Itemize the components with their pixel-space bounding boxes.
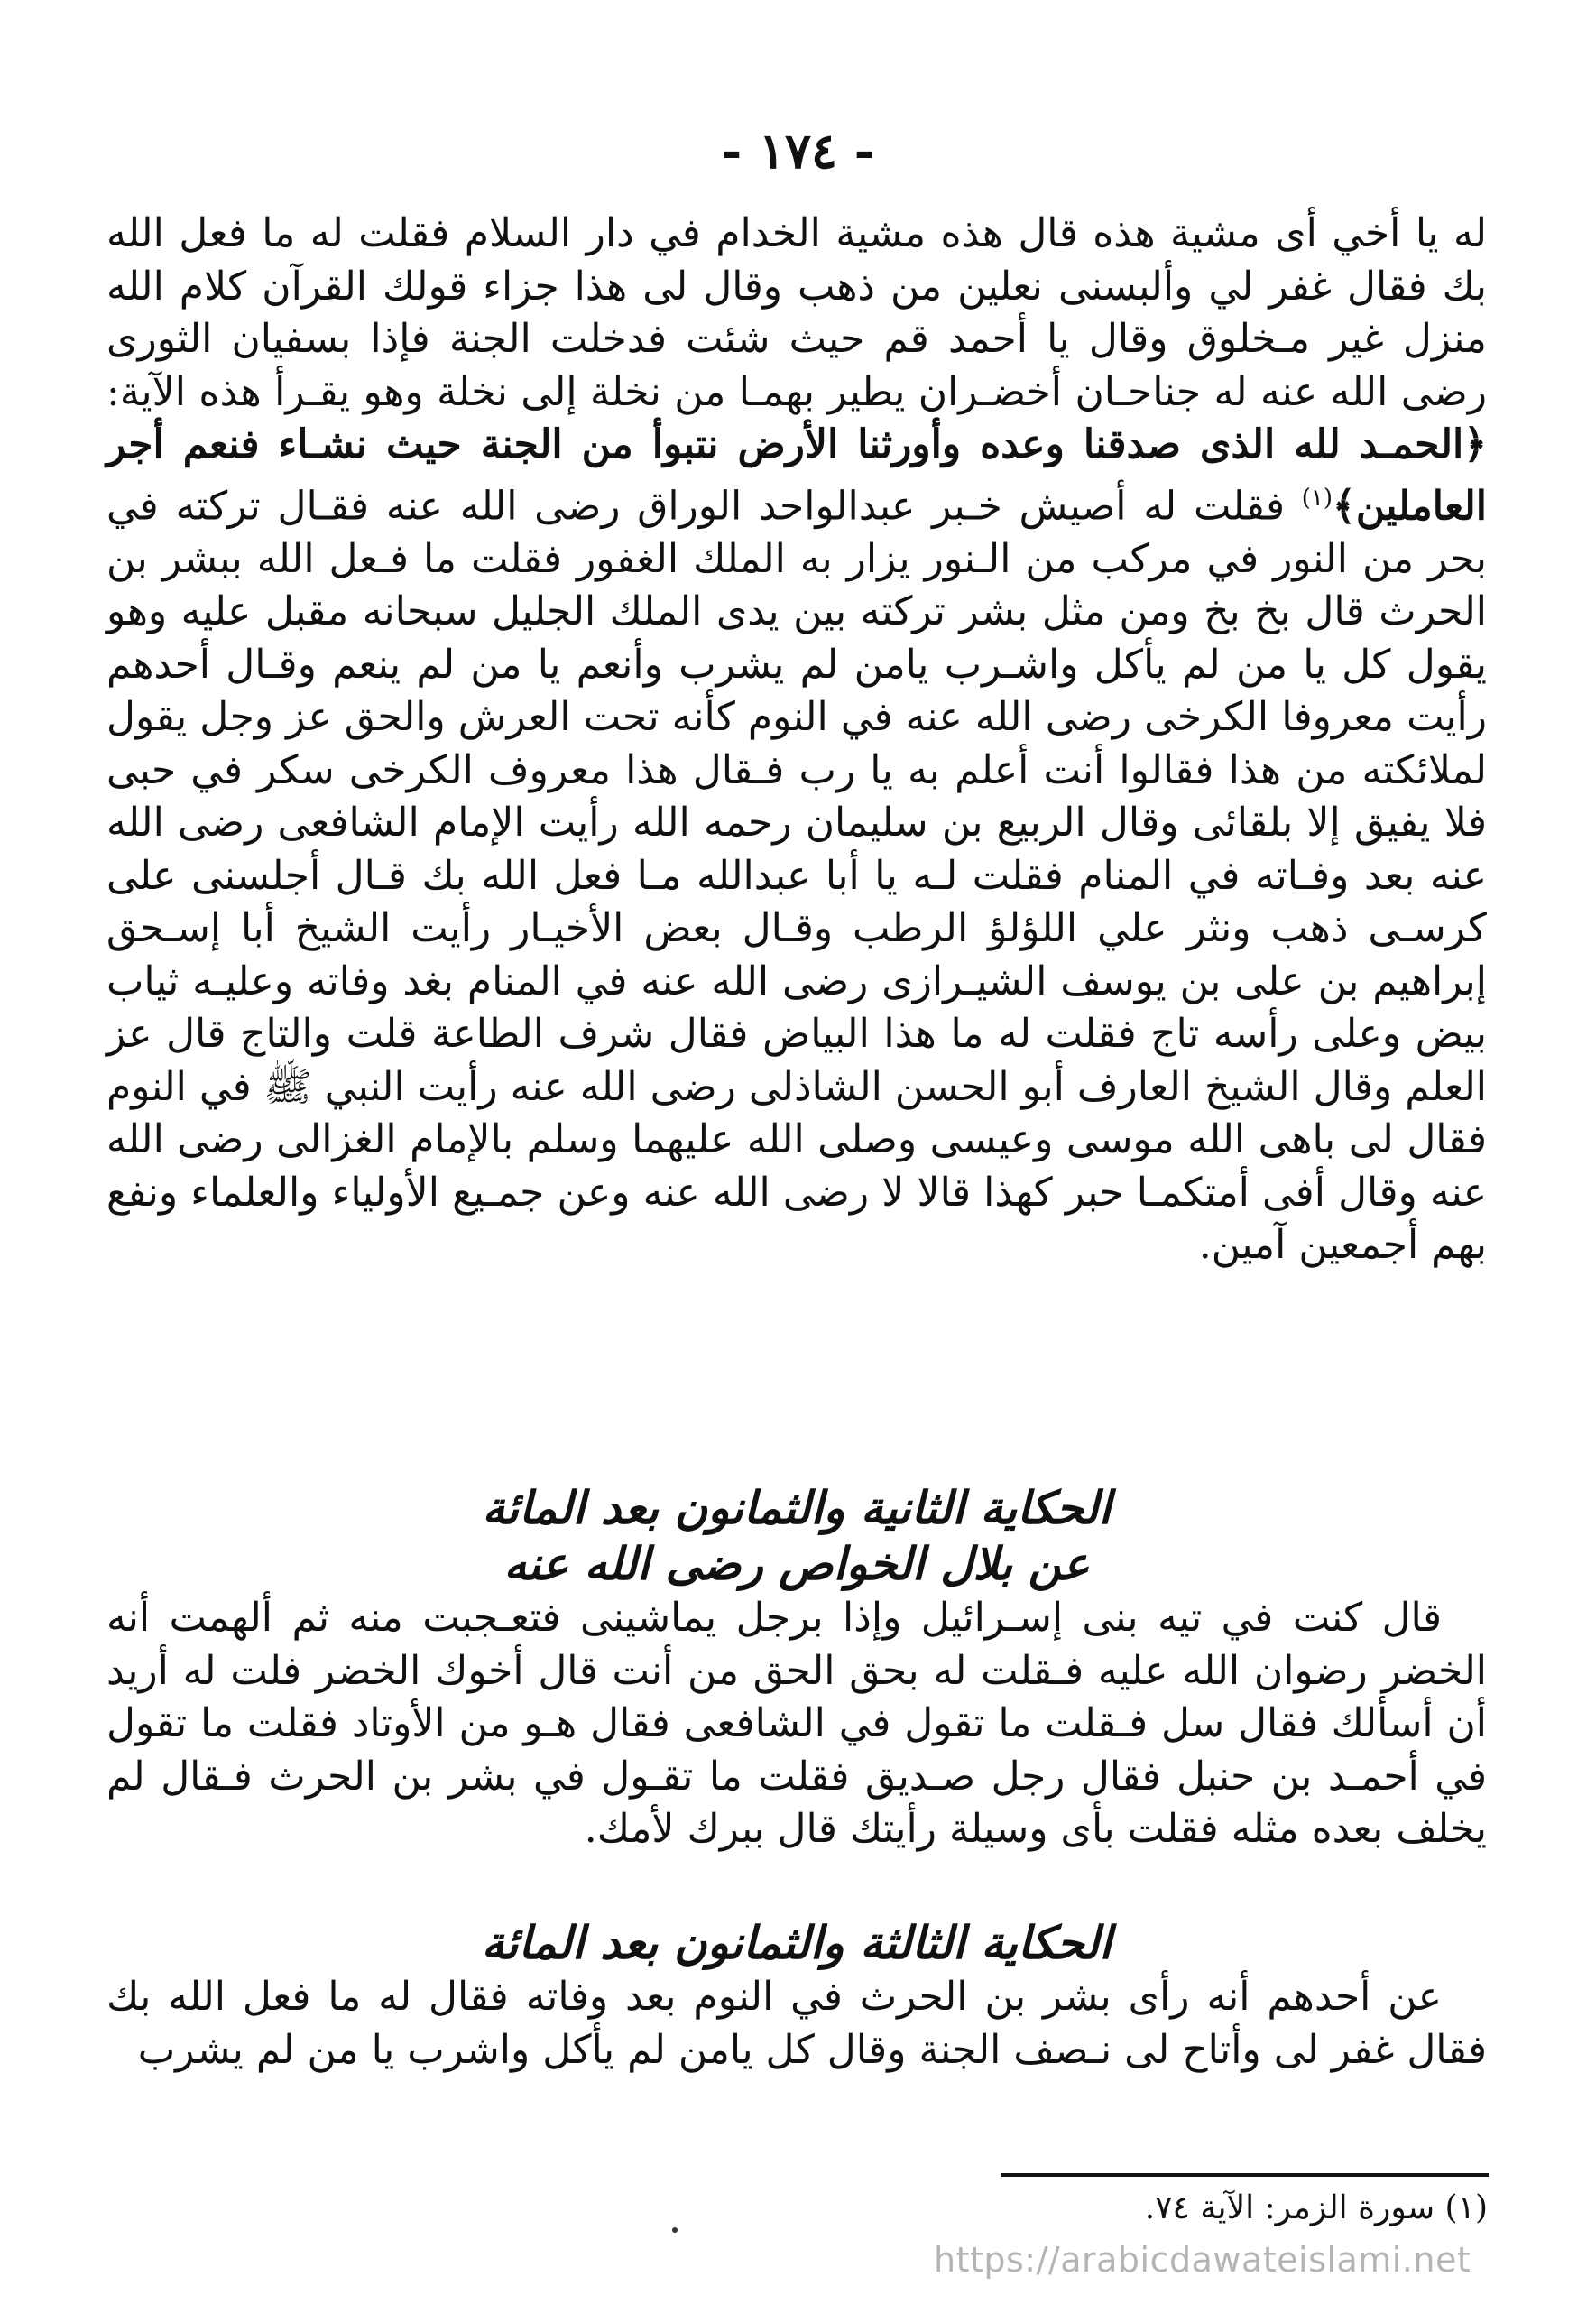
dot-mark [672,2227,678,2233]
story-183-section [106,1915,1487,2077]
watermark-url: https://arabicdawateislami.net [934,2240,1471,2280]
opening-text-continued: فقلت له أصيش خـبر عبدالواحد الوراق رضى الله عنه فقـال تركته في بحر من النور في مركب من الـنور يزار به الملك الغفور فقلت ما فـعل الله ببشر بن الحرث قال بخ بخ ومن مثل بشر تركته بين يدى الملك الجليل سبحانه مقبل عليه وهو يقول كل يا من لم يأكل واشـرب يامن لم يشرب وأنعم يا من لم ينعم وقـال أحدهم رأيت معروفا الكرخى رضى الله عنه في النوم كأنه تحت العرش والحق عز وجل يقول لملائكته من هذا فقالوا أنت أعلم به يا رب فـقال هذا معروف الكرخى سكر في حبى فلا يفيق إلا بلقائى وقال الربيع بن سليمان رحمه الله رأيت الإمام الشافعى رضى الله عنه بعد وفـاته في المنام فقلت لـه يا أبا عبدالله مـا فعل الله بك قـال أجلسنى على كرسـى ذهب ونثر علي اللؤلؤ الرطب وقـال بعض الأخيـار رأيت الشيخ أبا إسـحق إبراهيم بن على بن يوسف الشيـرازى رضى الله عنه في المنام بغد وفاته وعليـه ثياب بيض وعلى رأسه تاج فقلت له ما هذا البياض فقال شرف الطاعة قلت والتاج قال عز العلم وقال الشيخ العارف أبو الحسن الشاذلى رضى الله عنه رأيت النبي ﷺ في النوم فقال لى باهى الله موسى وعيسى وصلى الله عليهما وسلم بالإمام الغزالى رضى الله عنه وقال أفى أمتكمـا حبر كهذا قالا لا رضى الله عنه وعن جمـيع الأولياء والعلماء ونفع بهم أجمعين آمين. [106,483,1487,1269]
story-182-heading-line1: الحكاية الثانية والثمانون بعد المائة [482,1482,1112,1534]
quran-verse: ﴿الحمـد لله الذى صدقنا وعده وأورثنا الأرض نتبوأ من الجنة حيث نشـاء فنعم أجر العاملين﴾ [106,421,1487,530]
footnote-reference: (١) [1301,484,1333,512]
opening-paragraph [106,208,1487,1273]
page-number: - ١٧٤ - [721,122,875,180]
opening-section [106,208,1487,1273]
opening-text: له يا أخي أى مشية هذه قال هذه مشية الخدام في دار السلام فقلت له ما فعل الله بك فقال غفر لي وألبسنى نعلين من ذهب وقال لى هذا جزاء قولك القرآن كلام الله منزل غير مـخلوق وقال يا أحمد قم حيث شئت فدخلت الجنة فإذا بسفيان الثورى رضى الله عنه له جناحـان أخضـران يطير بهمـا من نخلة إلى نخلة وهو يقـرأ هذه الآية: [106,210,1488,415]
story-182-heading-line2: عن بلال الخواص رضى الله عنه [503,1538,1090,1590]
story-183-paragraph: عن أحدهم أنه رأى بشر بن الحرث في النوم بعد وفاته فقال له ما فعل الله بك فقال غفر لى وأتاح لى نـصف الجنة وقال كل يامن لم يأكل واشرب يا من لم يشرب [106,1974,1487,2073]
footnote-divider [1001,2173,1489,2177]
story-183-heading: الحكاية الثالثة والثمانون بعد المائة [481,1917,1112,1969]
story-182-section [106,1480,1487,1856]
story-182-paragraph: قال كنت في تيه بنى إسـرائيل وإذا برجل يماشينى فتعـجبت منه ثم ألهمت أنه الخضر رضوان الله عليه فـقلت له بحق الحق من أنت قال أخوك الخضر فلت له أريد أن أسألك فقال سل فـقلت ما تقول في الشافعى فقال هـو من الأوتاد فقلت ما تقول في أحمـد بن حنبل فقال رجل صـديق فقلت ما تقـول في بشر بن الحرث فـقال لم يخلف بعده مثله فقلت بأى وسيلة رأيتك قال ببرك لأمك. [106,1595,1487,1852]
footnote: (١) سورة الزمر: الآية ٧٤. [1144,2189,1488,2226]
